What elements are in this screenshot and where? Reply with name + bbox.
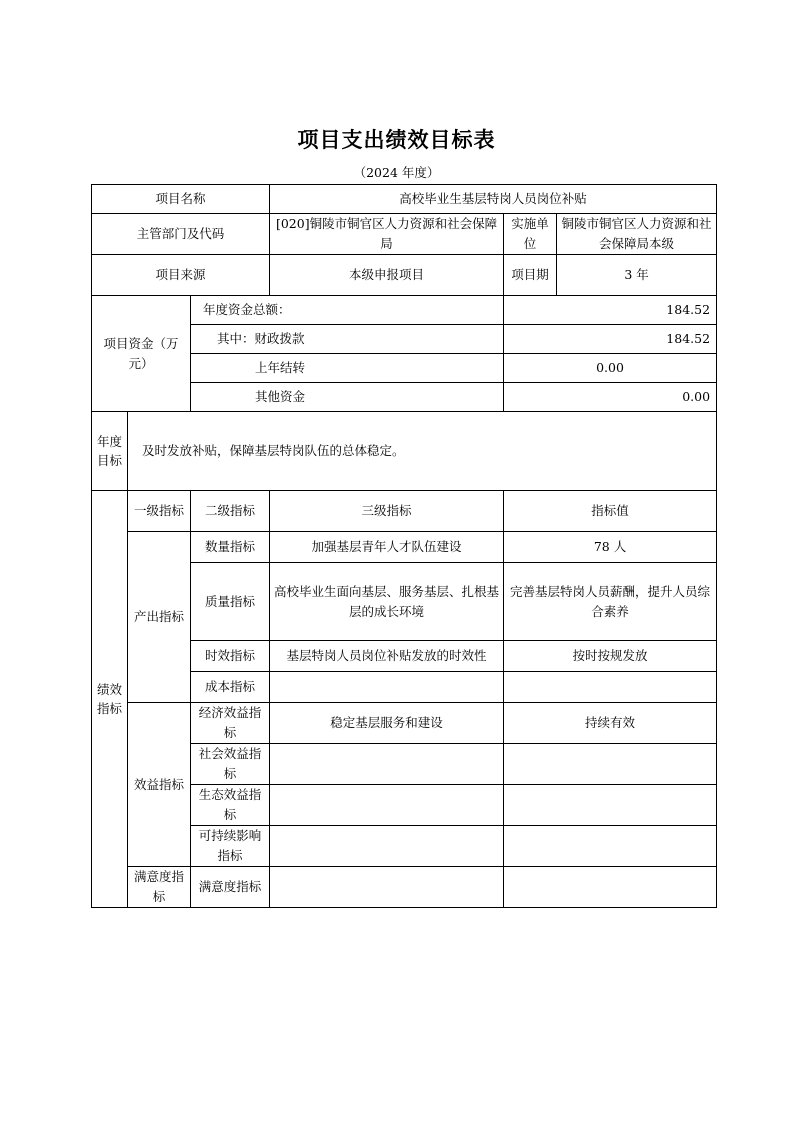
benefit-level2-2: 生态效益指标 [191, 785, 270, 826]
output-level3-1: 高校毕业生面向基层、服务基层、扎根基层的成长环境 [270, 563, 504, 641]
benefit-level3-2 [270, 785, 504, 826]
indicators-section-label: 绩效指标 [92, 491, 128, 908]
annual-goal-value: 及时发放补贴，保障基层特岗队伍的总体稳定。 [128, 412, 717, 491]
annual-goal-label: 年度目标 [92, 412, 128, 491]
impl-value: 铜陵市铜官区人力资源和社会保障局本级 [557, 214, 717, 255]
dept-label: 主管部门及代码 [92, 214, 270, 255]
benefit-indicators-label: 效益指标 [128, 703, 191, 867]
output-level2-0: 数量指标 [191, 532, 270, 563]
benefit-value-0: 持续有效 [504, 703, 717, 744]
carryover-value: 0.00 [504, 354, 717, 383]
fiscal-label: 其中：财政拨款 [191, 325, 504, 354]
benefit-level2-1: 社会效益指标 [191, 744, 270, 785]
output-value-1: 完善基层特岗人员薪酬，提升人员综合素养 [504, 563, 717, 641]
benefit-level3-1 [270, 744, 504, 785]
impl-label: 实施单位 [504, 214, 557, 255]
benefit-value-2 [504, 785, 717, 826]
output-value-0: 78 人 [504, 532, 717, 563]
benefit-value-3 [504, 826, 717, 867]
benefit-level2-0: 经济效益指标 [191, 703, 270, 744]
output-level2-1: 质量指标 [191, 563, 270, 641]
other-funds-label: 其他资金 [191, 383, 504, 412]
source-label: 项目来源 [92, 255, 270, 296]
annual-total-label: 年度资金总额： [191, 296, 504, 325]
output-level3-0: 加强基层青年人才队伍建设 [270, 532, 504, 563]
dept-value: [020]铜陵市铜官区人力资源和社会保障局 [270, 214, 504, 255]
period-value: 3 年 [557, 255, 717, 296]
project-name-label: 项目名称 [92, 185, 270, 214]
benefit-level3-3 [270, 826, 504, 867]
header-value: 指标值 [504, 491, 717, 532]
annual-total-value: 184.52 [504, 296, 717, 325]
output-level2-3: 成本指标 [191, 672, 270, 703]
output-value-2: 按时按规发放 [504, 641, 717, 672]
output-level3-2: 基层特岗人员岗位补贴发放的时效性 [270, 641, 504, 672]
output-level2-2: 时效指标 [191, 641, 270, 672]
carryover-label: 上年结转 [191, 354, 504, 383]
satisfaction-level3-0 [270, 867, 504, 908]
satisfaction-level2-0: 满意度指标 [191, 867, 270, 908]
source-value: 本级申报项目 [270, 255, 504, 296]
header-level1: 一级指标 [128, 491, 191, 532]
benefit-level3-0: 稳定基层服务和建设 [270, 703, 504, 744]
output-value-3 [504, 672, 717, 703]
performance-target-table [91, 184, 717, 908]
fiscal-value: 184.52 [504, 325, 717, 354]
year-label: （2024 年度） [353, 165, 440, 180]
project-name-value: 高校毕业生基层特岗人员岗位补贴 [270, 185, 717, 214]
benefit-level2-3: 可持续影响指标 [191, 826, 270, 867]
header-level2: 二级指标 [191, 491, 270, 532]
funds-label: 项目资金（万元） [92, 296, 191, 412]
output-level3-3 [270, 672, 504, 703]
satisfaction-value-0 [504, 867, 717, 908]
output-indicators-label: 产出指标 [128, 532, 191, 703]
header-level3: 三级指标 [270, 491, 504, 532]
page-title: 项目支出绩效目标表 [297, 127, 496, 152]
period-label: 项目期 [504, 255, 557, 296]
benefit-value-1 [504, 744, 717, 785]
other-funds-value: 0.00 [504, 383, 717, 412]
satisfaction-indicators-label: 满意度指标 [128, 867, 191, 908]
